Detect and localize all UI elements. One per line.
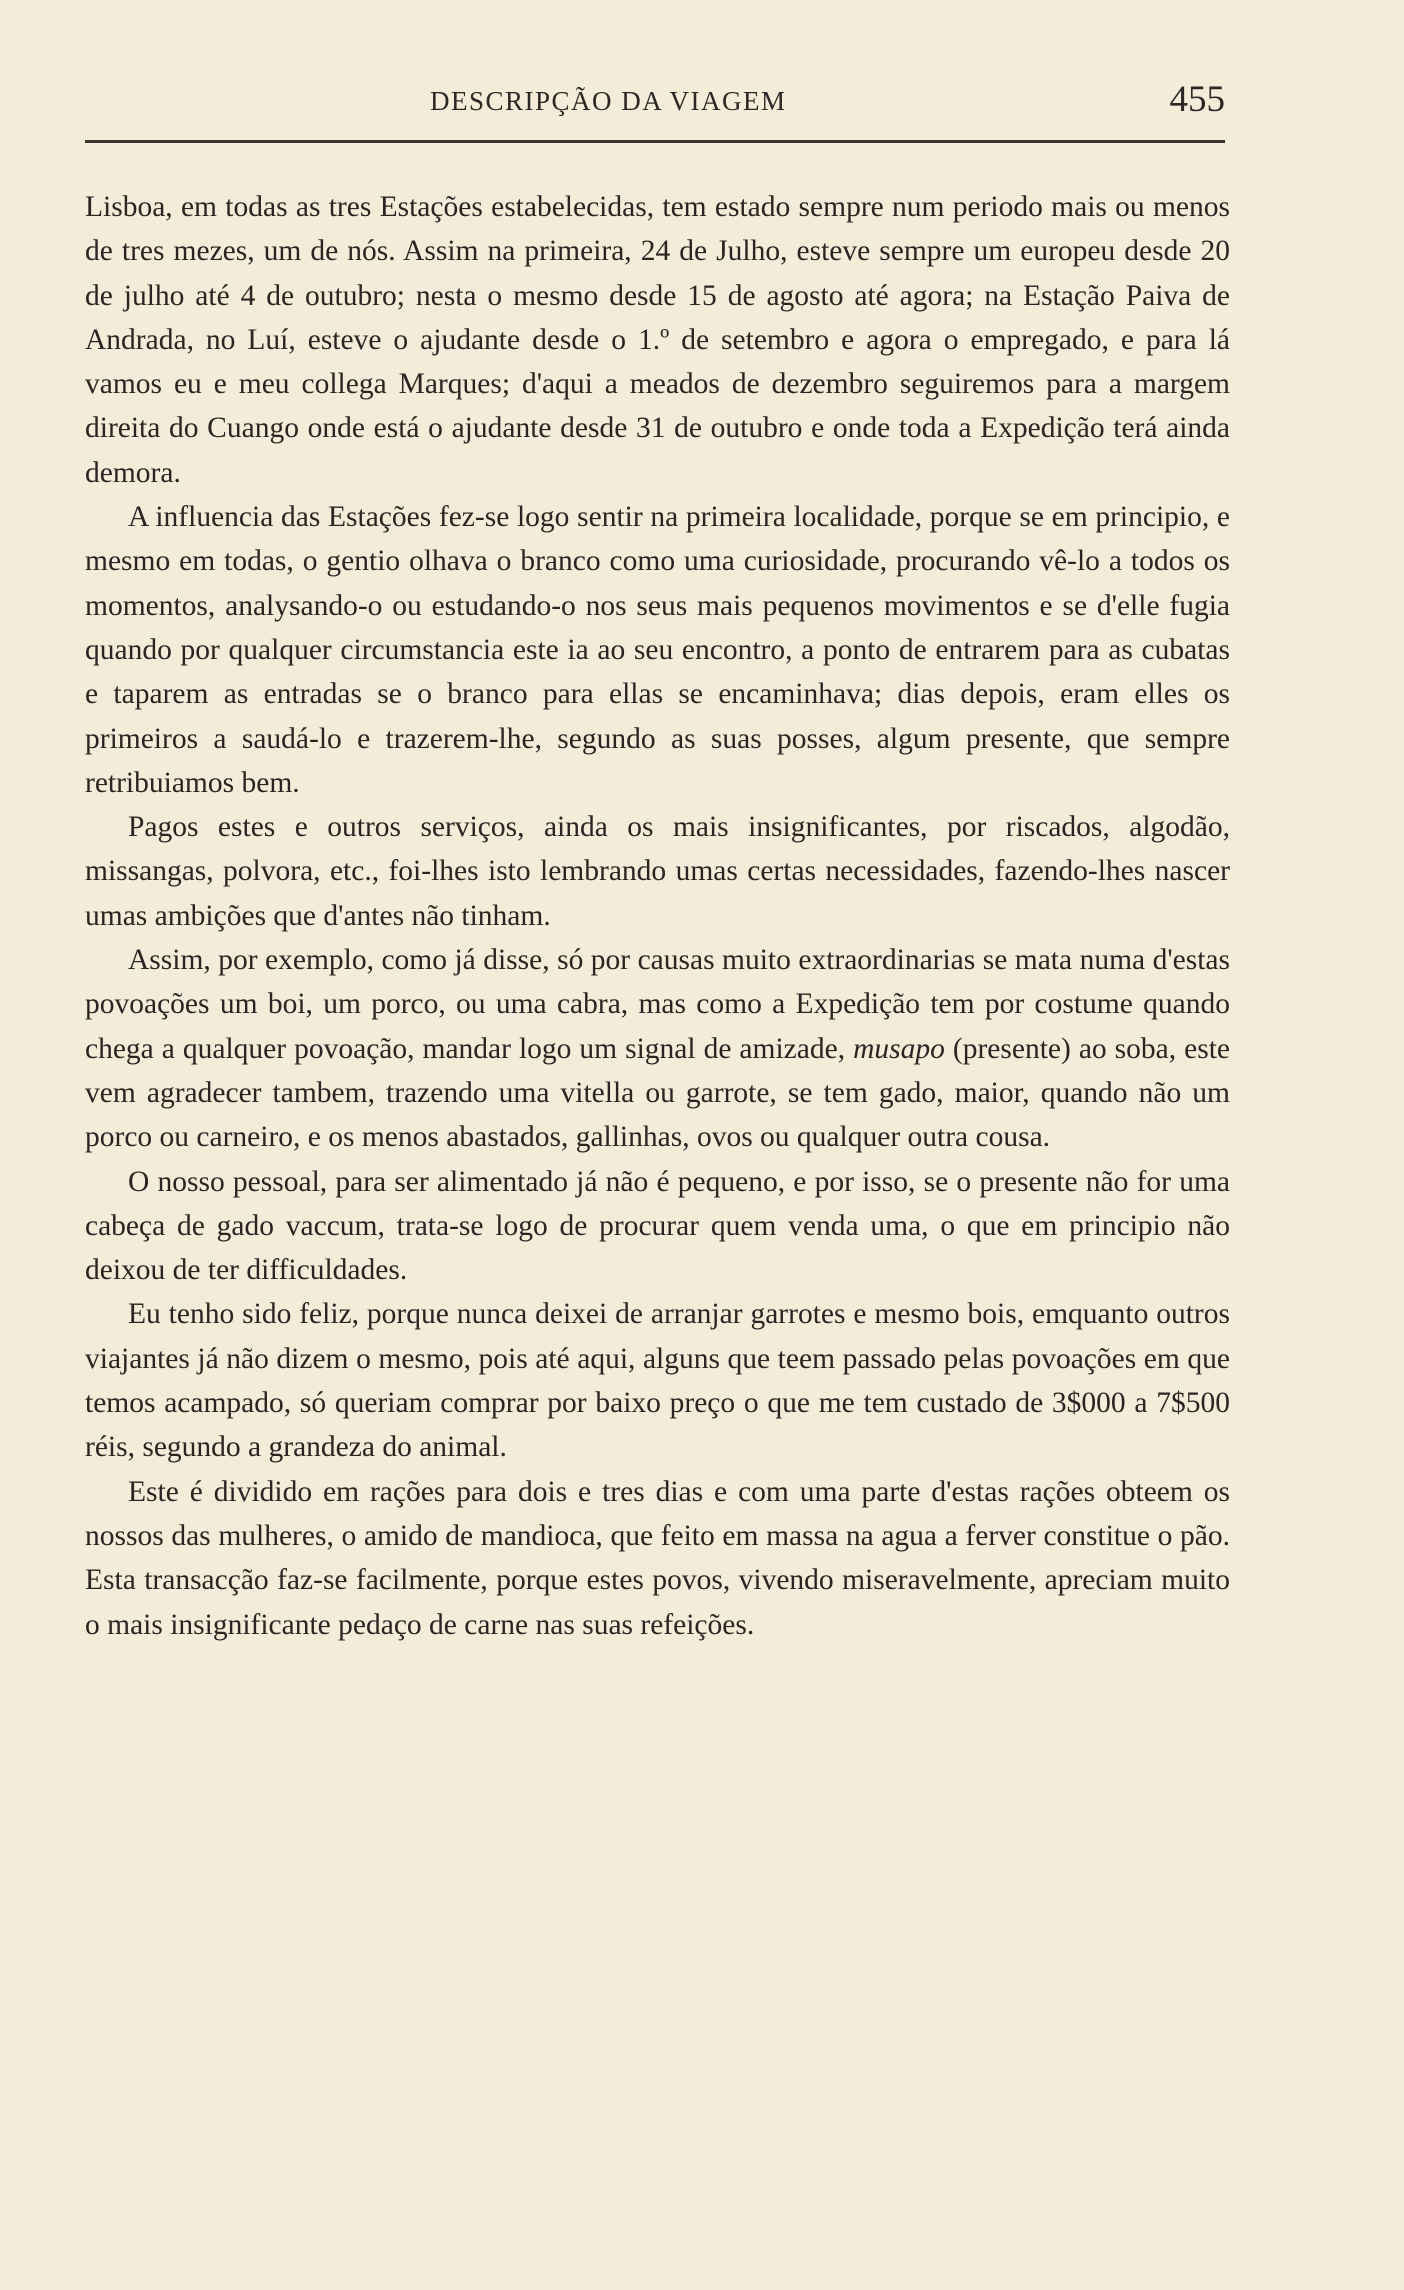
page-number: 455 (1169, 79, 1225, 120)
running-head (85, 78, 1225, 128)
paragraph-7: Este é dividido em rações para dois e tres dias e com uma parte d'estas rações obteem os nossos das mulheres, o amido de mandioca, que feito em massa na agua a ferver constitue o pão. Esta transacção faz-se facilmente, porque estes povos, vivendo miseravelmente, apreciam muito o mais insignificante pedaço de carne nas suas refeições. (85, 1475, 1230, 1641)
italic-term: musapo (853, 1032, 945, 1065)
header-rule (85, 140, 1225, 143)
paragraph-4-text-end: (presente) ao soba, este vem agradecer tambem, trazendo uma vitella ou garrote, se tem gado, maior, quando não um porco ou carneiro, e os menos abastados, gallinhas, ovos ou qualquer outra cousa. (85, 1032, 1230, 1154)
running-title: DESCRIPÇÃO DA VIAGEM (430, 86, 787, 116)
paragraph-4-text-start: Assim, por exemplo, como já disse, só por causas muito extraordinarias se mata numa d'estas povoações um boi, um porco, ou uma cabra, mas como a Expedição tem por costume quando chega a qualquer povoação, mandar logo um signal de amizade, (85, 944, 1230, 1065)
body-text (85, 185, 1230, 1647)
paragraph-1: Lisboa, em todas as tres Estações estabelecidas, tem estado sempre num periodo mais ou menos de tres mezes, um de nós. Assim na primeira, 24 de Julho, esteve sempre um europeu desde 20 de julho até 4 de outubro; nesta o mesmo desde 15 de agosto até agora; na Estação Paiva de Andrada, no Luí, esteve o ajudante desde o 1.º de setembro e agora o empregado, e para lá vamos eu e meu collega Marques; d'aqui a meados de dezembro seguiremos para a margem direita do Cuango onde está o ajudante desde 31 de outubro e onde toda a Expedição terá ainda demora. (85, 191, 1230, 489)
paragraph-2: A influencia das Estações fez-se logo sentir na primeira localidade, porque se em principio, e mesmo em todas, o gentio olhava o branco como uma curiosidade, procurando vê-lo a todos os momentos, analysando-o ou estudando-o nos seus mais pequenos movimentos e se d'elle fugia quando por qualquer circumstancia este ia ao seu encontro, a ponto de entrarem para as cubatas e taparem as entradas se o branco para ellas se encaminhava; dias depois, eram elles os primeiros a saudá-lo e trazerem-lhe, segundo as suas posses, algum presente, que sempre retribuiamos bem. (85, 501, 1230, 799)
paragraph-5: O nosso pessoal, para ser alimentado já não é pequeno, e por isso, se o presente não for uma cabeça de gado vaccum, trata-se logo de procurar quem venda uma, o que em principio não deixou de ter difficuldades. (85, 1165, 1230, 1287)
paragraph-6: Eu tenho sido feliz, porque nunca deixei de arranjar garrotes e mesmo bois, emquanto outros viajantes já não dizem o mesmo, pois até aqui, alguns que teem passado pelas povoações em que temos acampado, só queriam comprar por baixo preço o que me tem custado de 3$000 a 7$500 réis, segundo a grandeza do animal. (85, 1298, 1230, 1464)
paragraph-4 (85, 938, 1230, 1159)
paragraph-3: Pagos estes e outros serviços, ainda os mais insignificantes, por riscados, algodão, missangas, polvora, etc., foi-lhes isto lembrando umas certas necessidades, fazendo-lhes nascer umas ambições que d'antes não tinham. (85, 811, 1230, 932)
